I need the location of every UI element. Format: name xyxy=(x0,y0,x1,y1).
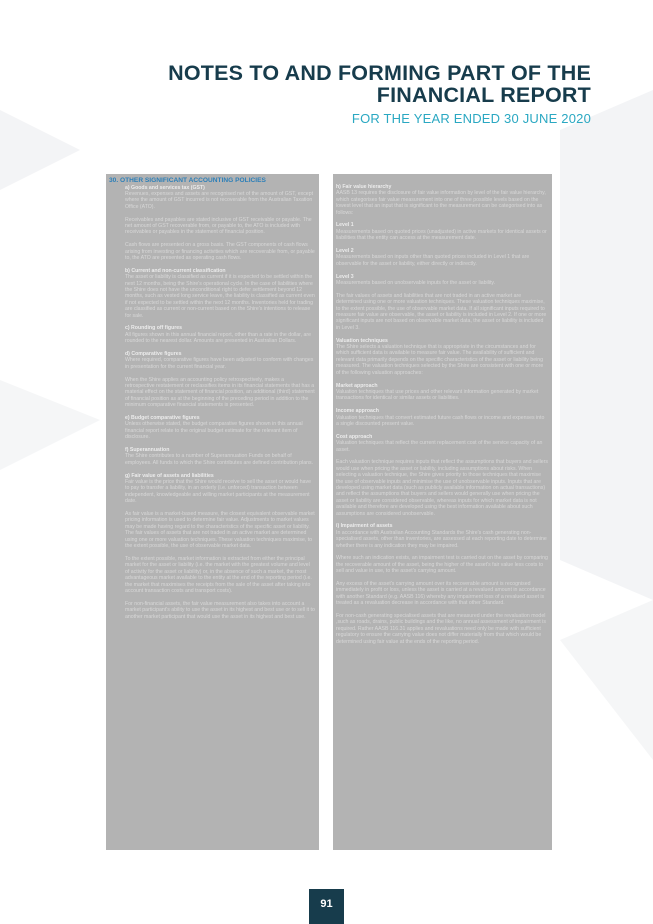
title-line-1: NOTES TO AND FORMING PART OF THE xyxy=(168,61,591,85)
paragraph-text: Valuation techniques that reflect the current replacement cost of the service capacity of an asset. xyxy=(336,440,543,453)
paragraph-text: In accordance with Australian Accounting Standards the Shire's cash generating non-specialised assets, other than inventories, are assessed at each reporting date to determine whether there is any indication they may be impaired. xyxy=(336,529,547,549)
paragraph-text: Revenues, expenses and assets are recognised net of the amount of GST, except where the amount of GST incurred is not recoverable from the Australian Taxation Office (ATO). xyxy=(125,190,314,210)
paragraph-text: AASB 13 requires the disclosure of fair value information by level of the fair value hierarchy, which categorises fair value measurement into one of three possible levels based on the lowest level that an input that is significant to the measurement can be categorised into as follows: xyxy=(336,190,546,216)
paragraph xyxy=(336,523,548,549)
paragraph-heading: h) Fair value hierarchy xyxy=(336,184,392,190)
paragraph-text: The Shire contributes to a number of Superannuation Funds on behalf of employees. All funds to which the Shire contributes are defined contribution plans. xyxy=(125,453,314,466)
paragraph-heading: b) Current and non-current classification xyxy=(125,267,226,274)
paragraph xyxy=(125,556,315,594)
right-column xyxy=(333,174,552,850)
paragraph-text: As fair value is a market-based measure, the closest equivalent observable market pricing information is used to determine fair value. Adjustments to market values may be made having regard to the characteristics of the specific asset or liability. The fair values of assets that are not traded in an active market are determined using one or more valuation techniques. These valuation techniques maximise, to the extent possible, the use of observable market data. xyxy=(125,511,315,550)
paragraph-text: Fair value is the price that the Shire would receive to sell the asset or would have to pay to transfer a liability, in an orderly (i.e. unforced) transaction between independent, knowledgeable and willing market participants at the measurement date. xyxy=(125,479,311,505)
paragraph xyxy=(125,185,315,211)
paragraph-heading: e) Budget comparative figures xyxy=(125,415,200,422)
paragraph xyxy=(125,415,315,441)
title-line-2: FINANCIAL REPORT xyxy=(376,83,591,107)
paragraph-heading: Market approach xyxy=(336,382,378,389)
paragraph xyxy=(125,325,315,344)
paragraph-text: Valuation techniques that use prices and other relevant information generated by market transactions for identical or similar assets or liabilities. xyxy=(336,388,539,402)
paragraph-text: Where such an indication exists, an impairment test is carried out on the asset by comparing the recoverable amount of the asset, being the higher of the asset's fair value less costs to sell and value in use, to the asset's carrying amount. xyxy=(336,555,548,575)
paragraph-text: For non-financial assets, the fair value measurement also takes into account a market participant's ability to use the asset in its highest and best use or to sell it to another market participant that would use the asset in its highest and best use. xyxy=(125,600,315,620)
paragraph-text: The fair values of assets and liabilities that are not traded in an active market are determined using one or more valuation techniques. These valuation techniques maximise, to the extent possible, the use of observable market data. If all significant inputs required to measure fair value are observable, the asset or liability is included in Level 2. If one or more significant inputs are not based on observable market data, the asset or liability is included in Level 3. xyxy=(336,292,547,331)
paragraph xyxy=(336,184,548,216)
paragraph xyxy=(336,293,548,331)
paragraph-text: To the extent possible, market information is extracted from either the principal market for the asset or liability (i.e. the market with the greatest volume and level of activity for the asset or liability) or, in the absence of such a market, the most advantageous market available to the entity at the end of the reporting period (i.e. the market that maximises the receipts from the sale of the asset after taking into account transaction costs and transport costs). xyxy=(125,555,312,594)
paragraph-text: Cash flows are presented on a gross basis. The GST components of cash flows arising from investing or financing activities which are recoverable from, or payable to, the ATO are presented as operating cash flows. xyxy=(125,242,315,261)
paragraph xyxy=(125,217,315,236)
paragraph xyxy=(125,601,315,620)
paragraph-text: When the Shire applies an accounting policy retrospectively, makes a retrospective restatement or reclassifies items in its financial statements that has a material effect on the statement of financial position, an additional (third) statement of financial position as at the beginning of the preceding period in addition to the minimum comparative financial statements is presented. xyxy=(125,376,315,409)
paragraph-heading: f) Superannuation xyxy=(125,447,170,454)
paragraph-heading: Level 1 xyxy=(336,222,354,229)
paragraph xyxy=(336,222,548,241)
paragraph xyxy=(336,581,548,607)
paragraph-heading: d) Comparative figures xyxy=(125,350,182,357)
paragraph-heading: Level 2 xyxy=(336,248,354,255)
right-column-content xyxy=(336,184,548,645)
paragraph-text: The Shire selects a valuation technique that is appropriate in the circumstances and for which sufficient data is available to measure fair value. The availability of sufficient and relevant data primarily depends on the specific characteristics of the asset or liability being measured. The valuation techniques selected by the Shire are consistent with one or more of the following valuation approaches: xyxy=(336,344,544,376)
paragraph xyxy=(125,447,315,466)
paragraph xyxy=(125,242,315,261)
paragraph xyxy=(125,511,315,549)
paragraph-text: Measurements based on inputs other than quoted prices included in Level 1 that are observable for the asset or liability, either directly or indirectly. xyxy=(336,254,530,267)
paragraph-text: For non-cash generating specialised assets that are measured under the revaluation model ,such as roads, drains, public buildings and the like, no annual assessment of impairment is required. Rather AASB 116.31 applies and revaluations need only be made with sufficient regulatory to ensure the carrying value does not differ materially from that which would be determined using fair value at the ends of the reporting period. xyxy=(336,613,546,645)
paragraph-heading: Valuation techniques xyxy=(336,337,388,344)
left-column-content xyxy=(125,185,315,620)
paragraph xyxy=(336,459,548,517)
paragraph-heading: g) Fair value of assets and liabilities xyxy=(125,472,214,479)
paragraph-text: All figures shown in this annual financial report, other than a rate in the dollar, are rounded to the nearest dollar. Amounts are presented in Australian Dollars. xyxy=(125,331,311,345)
paragraph-text: Where required, comparative figures have been adjusted to conform with changes in presentation for the current financial year. xyxy=(125,357,314,370)
paragraph xyxy=(125,473,315,505)
paragraph-text: Measurements based on quoted prices (unadjusted) in active markets for identical assets or liabilities that the entity can access at the measurement date. xyxy=(336,228,547,242)
paragraph-heading: Level 3 xyxy=(336,273,354,280)
paragraph-text: Measurements based on unobservable inputs for the asset or liability. xyxy=(336,280,496,287)
paragraph-text: Unless otherwise stated, the budget comparative figures shown in this annual financial report relate to the original budget estimate for the relevant item of disclosure. xyxy=(125,421,303,441)
paragraph-heading: a) Goods and services tax (GST) xyxy=(125,184,205,191)
paragraph-text: Any excess of the asset's carrying amount over its recoverable amount is recognised immediately in profit or loss, unless the asset is carried at a revalued amount in accordance with another Standard (e.g. AASB 116) whereby any impairment loss of a revalued asset is treated as a revaluation decrease in accordance with that other Standard. xyxy=(336,581,546,607)
paragraph xyxy=(125,268,315,319)
paragraph xyxy=(336,383,548,402)
paragraph-text: The asset or liability is classified as current if it is expected to be settled within the next 12 months, being the Shire's operational cycle. In the case of liabilities where the Shire does not have the unconditional right to defer settlement beyond 12 months, such as vested long service leave, the liability is classified as current even if not expected to be settled within the next 12 months. Inventories held for trading are classified as current or non-current based on the Shire's intentions to release for sale. xyxy=(125,274,315,319)
paragraph xyxy=(336,555,548,574)
paragraph-text: Valuation techniques that convert estimated future cash flows or income and expenses into a single discounted present value. xyxy=(336,414,545,427)
paragraph-heading: Income approach xyxy=(336,408,379,415)
paragraph-heading: c) Rounding off figures xyxy=(125,325,183,332)
paragraph xyxy=(336,274,548,287)
page-subtitle: FOR THE YEAR ENDED 30 JUNE 2020 xyxy=(351,111,591,126)
paragraph-heading: Cost approach xyxy=(336,433,373,440)
paragraph-text: Each valuation technique requires inputs that reflect the assumptions that buyers and sellers would use when pricing the asset or liability, including assumptions about risks. When selecting a valuation technique, the Shire gives priority to those techniques that maximise the use of observable inputs and minimise the use of unobservable inputs. Inputs that are developed using market data (such as publicly available information on actual transactions) and reflect the assumptions that buyers and sellers would generally use when pricing the asset or liability are considered observable, whereas inputs for which market data is not available and therefore are developed using the best information available about such assumptions are considered unobservable. xyxy=(336,459,548,517)
paragraph xyxy=(336,338,548,376)
paragraph xyxy=(125,351,315,370)
paragraph-text: Receivables and payables are stated inclusive of GST receivable or payable. The net amount of GST recoverable from, or payable to, the ATO is included with receivables or payables in the statement of financial position. xyxy=(125,216,312,236)
page-title xyxy=(168,62,591,106)
page-number: 91 xyxy=(309,889,344,924)
paragraph-heading: i) Impairment of assets xyxy=(336,523,393,530)
paragraph xyxy=(336,248,548,267)
paragraph xyxy=(336,613,548,645)
paragraph xyxy=(125,377,315,409)
paragraph xyxy=(336,408,548,427)
section-title: 30. OTHER SIGNIFICANT ACCOUNTING POLICIES xyxy=(109,177,266,184)
paragraph xyxy=(336,434,548,453)
left-column xyxy=(106,174,319,850)
